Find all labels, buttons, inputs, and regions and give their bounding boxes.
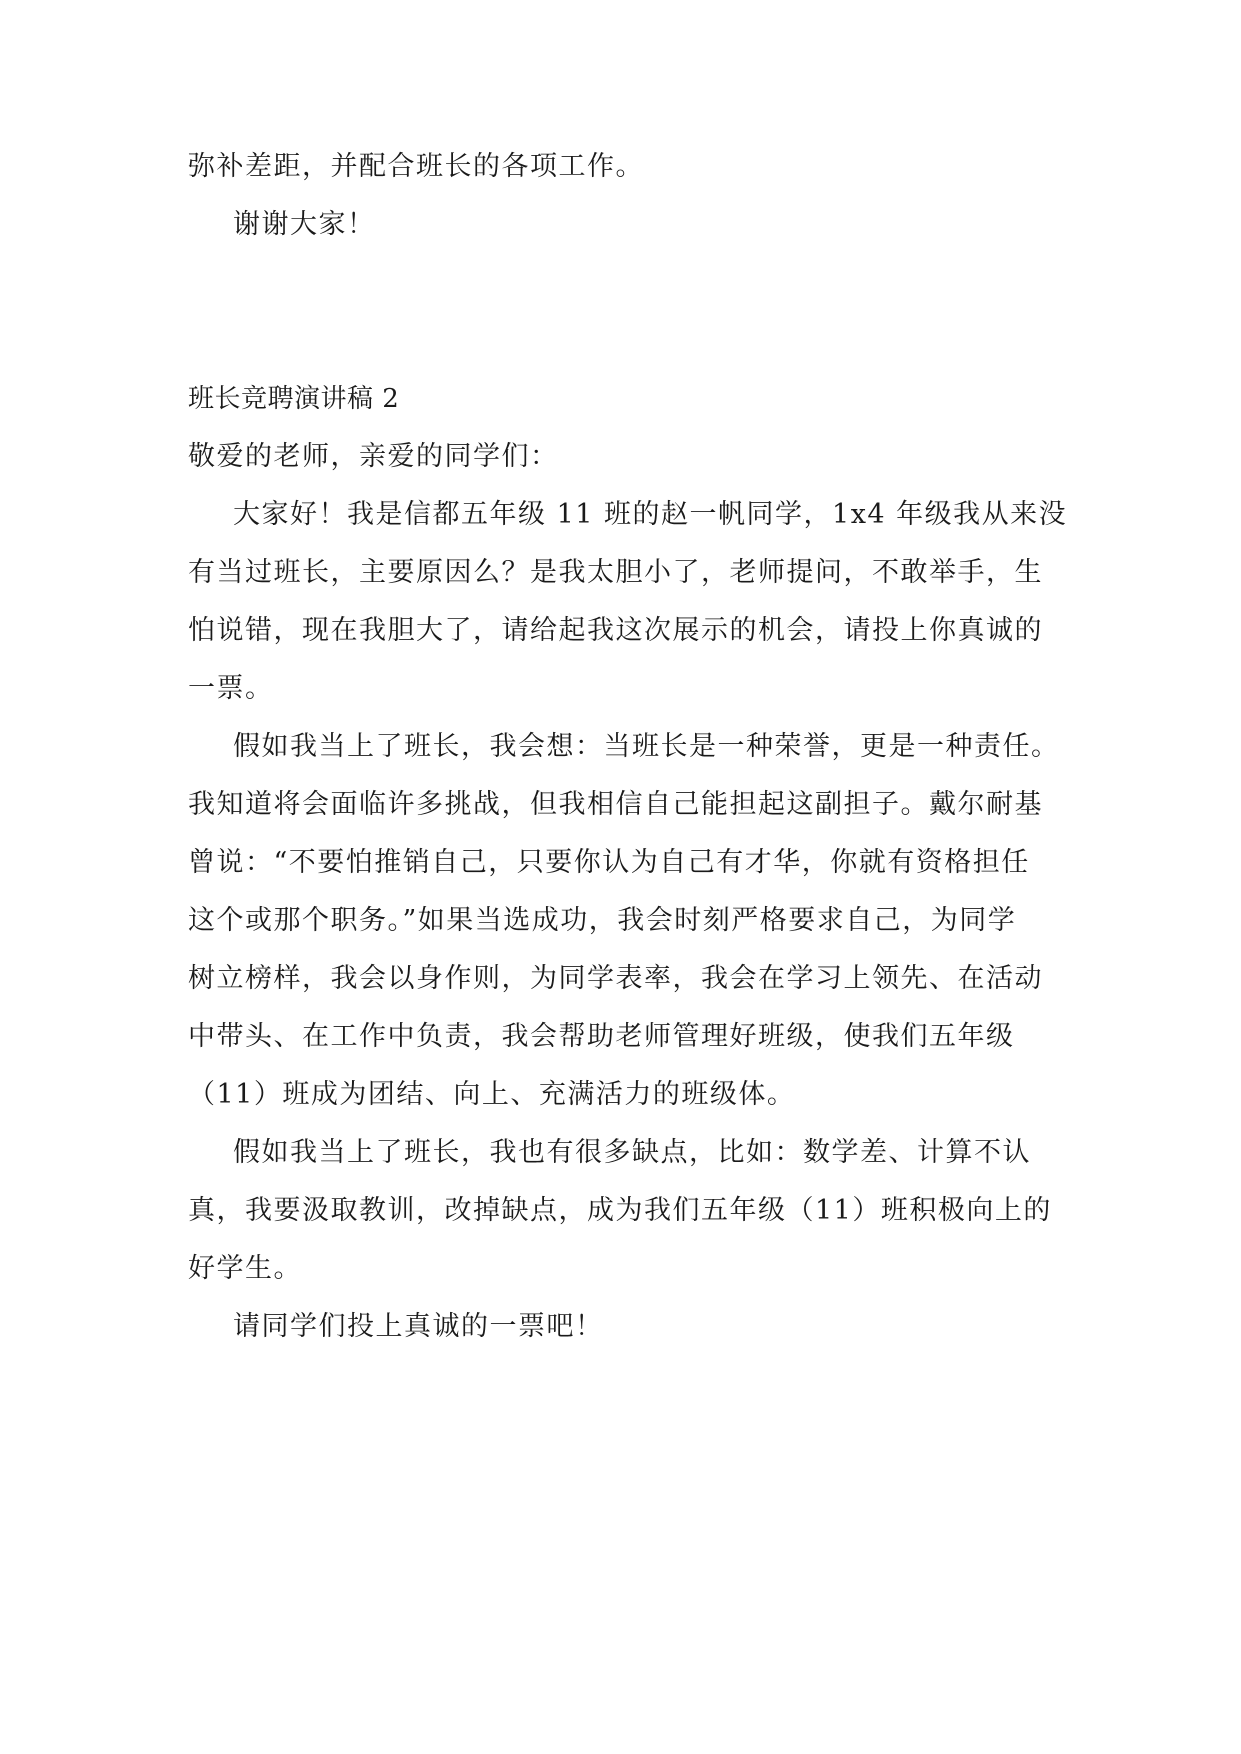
paragraph-2-line-2: 我知道将会面临许多挑战，但我相信自己能担起这副担子。戴尔耐基 xyxy=(188,789,1043,820)
paragraph-3-line-2: 真，我要汲取教训，改掉缺点，成为我们五年级（11）班积极向上的 xyxy=(188,1195,1052,1226)
paragraph-4-line-1: 请同学们投上真诚的一票吧！ xyxy=(233,1311,604,1342)
salutation: 敬爱的老师，亲爱的同学们： xyxy=(188,441,559,472)
paragraph-1-line-1: 大家好！我是信都五年级 11 班的赵一帆同学，1x4 年级我从来没 xyxy=(233,499,1068,530)
paragraph-2-line-3: 曾说：“不要怕推销自己，只要你认为自己有才华，你就有资格担任 xyxy=(188,847,1030,878)
thanks-line: 谢谢大家！ xyxy=(233,209,376,240)
paragraph-3-line-3: 好学生。 xyxy=(188,1253,302,1284)
paragraph-2-line-4: 这个或那个职务。”如果当选成功，我会时刻严格要求自己，为同学 xyxy=(188,905,1017,936)
section-title: 班长竞聘演讲稿 2 xyxy=(188,384,400,414)
continuation-line: 弥补差距，并配合班长的各项工作。 xyxy=(188,151,644,182)
paragraph-2-line-7: （11）班成为团结、向上、充满活力的班级体。 xyxy=(188,1079,796,1110)
paragraph-2-line-1: 假如我当上了班长，我会想：当班长是一种荣誉，更是一种责任。 xyxy=(233,731,1060,762)
paragraph-2-line-5: 树立榜样，我会以身作则，为同学表率，我会在学习上领先、在活动 xyxy=(188,963,1043,994)
paragraph-1-line-3: 怕说错，现在我胆大了，请给起我这次展示的机会，请投上你真诚的 xyxy=(188,615,1043,646)
paragraph-2-line-6: 中带头、在工作中负责，我会帮助老师管理好班级，使我们五年级 xyxy=(188,1021,1015,1052)
paragraph-3-line-1: 假如我当上了班长，我也有很多缺点，比如：数学差、计算不认 xyxy=(233,1137,1031,1168)
paragraph-1-line-2: 有当过班长，主要原因么？是我太胆小了，老师提问，不敢举手，生 xyxy=(188,557,1043,588)
paragraph-1-line-4: 一票。 xyxy=(188,673,274,704)
